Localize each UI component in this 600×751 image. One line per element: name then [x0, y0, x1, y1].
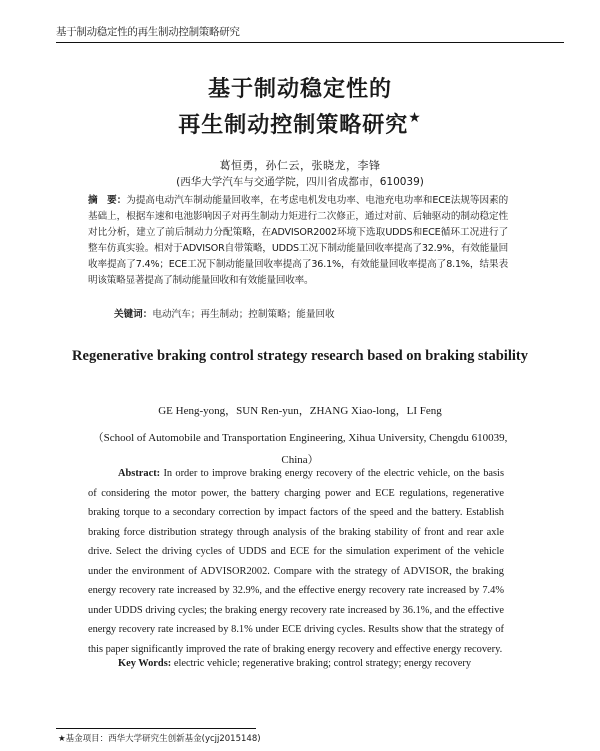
chinese-title-line-1: [0, 72, 600, 103]
chinese-abstract-text: 为提高电动汽车制动能量回收率，在考虑电机发电功率、电池充电功率和ECE法规等因素的基础上，根据车速和电池影响因子对再生制动力矩进行二次修正，通过对前、后轴驱动的制动稳定性对比分析，建立了前后制动力分配策略，在ADVISOR2002环境下选取UDDS和ECE循环工况进行了整车仿真实验。相对于ADVISOR自带策略，UDDS工况下制动能量回收率提高了32.9%，有效能量回收率提高了7.4%；ECE工况下制动能量回收率提高了36.1%，有效能量回收率提高了8.1%，结果表明该策略显著提高了制动能量回收和有效能量回收率。: [88, 195, 508, 286]
chinese-title-line-1-text: 基于制动稳定性的: [207, 77, 392, 102]
funding-star-mark: ★: [408, 110, 422, 126]
english-affiliation: （School of Automobile and Transportation Engineering, Xihua University, Chengdu 610039, China）: [92, 432, 508, 466]
english-keywords: [118, 658, 518, 669]
footnote-rule: [56, 728, 256, 729]
english-keywords-text: electric vehicle; regenerative braking; control strategy; energy recovery: [173, 658, 472, 669]
chinese-keywords-text: 电动汽车；再生制动；控制策略；能量回收: [152, 309, 335, 320]
english-abstract-label: Abstract:: [118, 468, 161, 479]
english-authors: GE Heng-yong，SUN Ren-yun，ZHANG Xiao-long，LI Feng: [158, 405, 442, 417]
running-head: 基于制动稳定性的再生制动控制策略研究: [56, 24, 564, 43]
chinese-title-line-2-text: 再生制动控制策略研究: [178, 113, 409, 138]
english-abstract: [88, 464, 504, 659]
english-title: Regenerative braking control strategy research based on braking stability: [72, 348, 528, 364]
chinese-keywords: [114, 306, 514, 320]
english-keywords-label: Key Words:: [118, 658, 172, 669]
chinese-authors: 葛恒勇，孙仁云，张晓龙，李锋: [219, 159, 381, 172]
english-abstract-text: In order to improve braking energy recovery of the electric vehicle, on the basis of considering the motor power, the battery charging power and ECE regulations, regenerative braking torque to a secondary correction by impact factors of the speed and the battery. Establish braking force distribution strategy through analysis of the braking stability of front and rear axle drive. Select the driving cycles of UDDS and ECE for the simulation experiment of the vehicle under the environment of ADVISOR2002. Compare with the strategy of ADVISOR, the braking energy recovery rate increased by 32.9%, and the effective energy recovery rate increased by 7.4% under UDDS driving cycles; the braking energy recovery rate increased by 36.1%, and the effective energy recovery rate increased by 8.1% under ECE driving cycles. Results show that the strategy of this paper significantly improved the rate of braking energy recovery and effective energy recovery.: [88, 468, 504, 655]
chinese-keywords-label: 关键词：: [114, 309, 153, 320]
chinese-abstract: [88, 193, 508, 289]
chinese-title-line-2: [0, 108, 600, 139]
funding-footnote: ★基金项目：西华大学研究生创新基金(ycjj2015148): [58, 734, 261, 744]
chinese-abstract-label: 摘 要：: [88, 195, 127, 206]
chinese-affiliation: (西华大学汽车与交通学院，四川省成都市，610039): [176, 176, 424, 188]
